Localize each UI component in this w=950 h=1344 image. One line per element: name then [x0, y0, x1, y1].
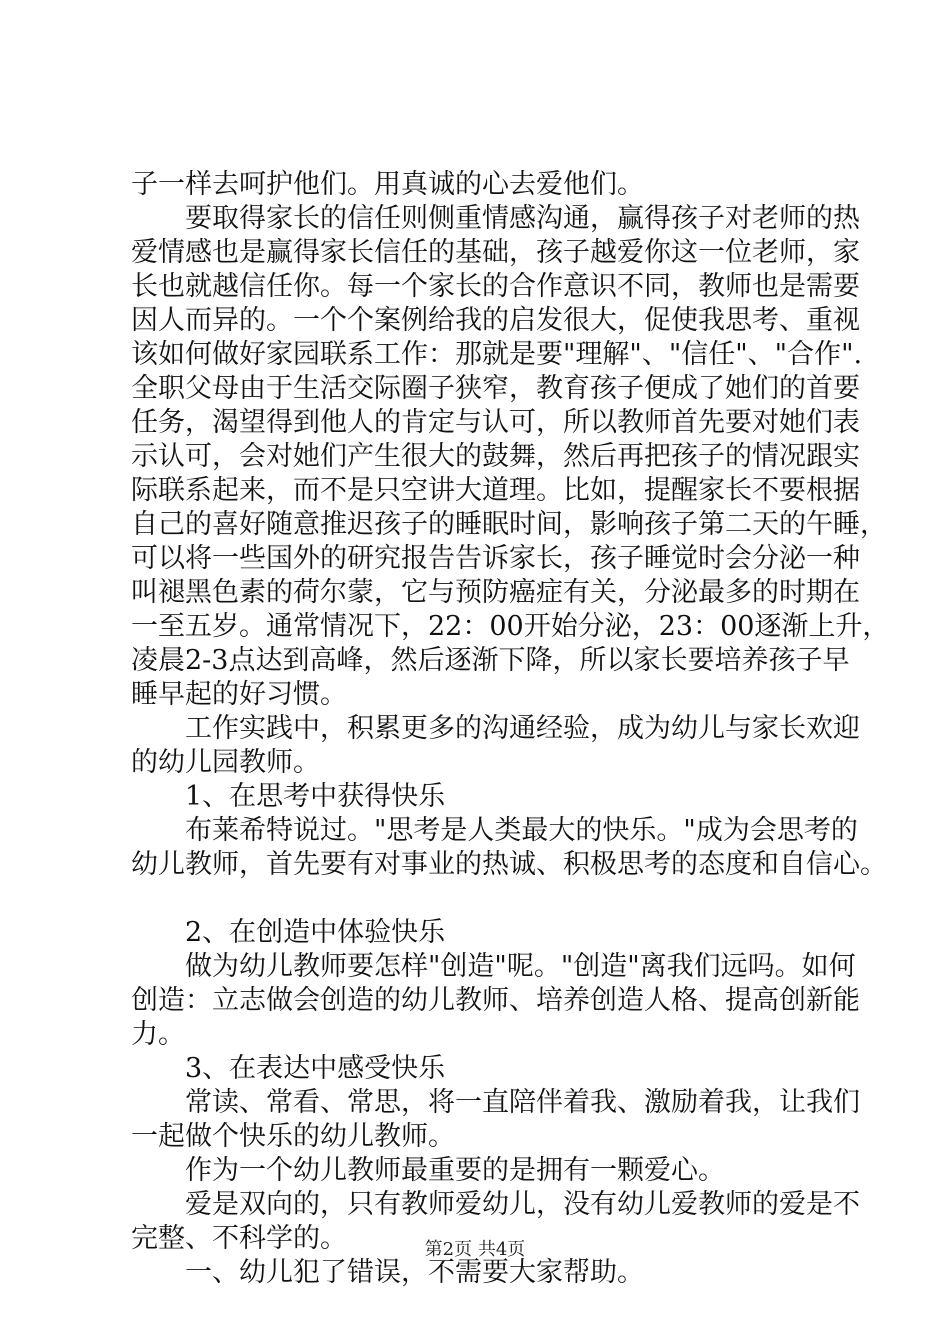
text-line: 自己的喜好随意推迟孩子的睡眠时间，影响孩子第二天的午睡， [131, 509, 887, 540]
text-line: 的幼儿园教师。 [131, 747, 320, 778]
text-line: 作为一个幼儿教师最重要的是拥有一颗爱心。 [185, 1155, 725, 1186]
text-line: 3、在表达中感受快乐 [185, 1053, 446, 1084]
page-footer: 第2页 共4页 [424, 1239, 526, 1260]
text-line: 子一样去呵护他们。用真诚的心去爱他们。 [131, 169, 644, 200]
text-line: 任务，渴望得到他人的肯定与认可，所以教师首先要对她们表 [131, 407, 860, 438]
text-line: 长也就越信任你。每一个家长的合作意识不同，教师也是需要 [131, 271, 860, 302]
text-line: 完整、不科学的。 [131, 1223, 347, 1254]
text-line: 一、幼儿犯了错误，不需要大家帮助。 [185, 1257, 644, 1288]
text-line: 布莱希特说过。"思考是人类最大的快乐。"成为会思考的 [185, 815, 858, 846]
text-line: 幼儿教师，首先要有对事业的热诚、积极思考的态度和自信心。 [131, 849, 887, 880]
text-line: 全职父母由于生活交际圈子狭窄，教育孩子便成了她们的首要 [131, 373, 860, 404]
text-line: 力。 [131, 1019, 185, 1050]
text-line: 一起做个快乐的幼儿教师。 [131, 1121, 455, 1152]
text-line: 爱是双向的，只有教师爱幼儿，没有幼儿爱教师的爱是不 [185, 1189, 860, 1220]
text-line: 工作实践中，积累更多的沟通经验，成为幼儿与家长欢迎 [185, 713, 860, 744]
text-line: 因人而异的。一个个案例给我的启发很大，促使我思考、重视 [131, 305, 860, 336]
document-body [131, 168, 890, 1290]
text-line: 1、在思考中获得快乐 [185, 781, 446, 812]
text-line: 可以将一些国外的研究报告告诉家长，孩子睡觉时会分泌一种 [131, 543, 860, 574]
text-line: 一至五岁。通常情况下，22：00开始分泌，23：00逐渐上升， [131, 611, 890, 642]
text-line: 睡早起的好习惯。 [131, 679, 347, 710]
text-line: 爱情感也是赢得家长信任的基础，孩子越爱你这一位老师，家 [131, 237, 860, 268]
text-line: 际联系起来，而不是只空讲大道理。比如，提醒家长不要根据 [131, 475, 860, 506]
text-line: 凌晨2-3点达到高峰，然后逐渐下降，所以家长要培养孩子早 [131, 645, 850, 676]
text-line: 做为幼儿教师要怎样"创造"呢。"创造"离我们远吗。如何 [185, 951, 856, 982]
text-line: 2、在创造中体验快乐 [185, 917, 446, 948]
text-line: 示认可，会对她们产生很大的鼓舞，然后再把孩子的情况跟实 [131, 441, 860, 472]
text-line: 创造：立志做会创造的幼儿教师、培养创造人格、提高创新能 [131, 985, 860, 1016]
text-line: 常读、常看、常思，将一直陪伴着我、激励着我，让我们 [185, 1087, 860, 1118]
text-line: 该如何做好家园联系工作：那就是要"理解"、"信任"、"合作". [131, 339, 863, 370]
text-line: 要取得家长的信任则侧重情感沟通，赢得孩子对老师的热 [185, 203, 860, 234]
paragraph-gap [131, 882, 843, 916]
text-line: 叫褪黑色素的荷尔蒙，它与预防癌症有关，分泌最多的时期在 [131, 577, 860, 608]
